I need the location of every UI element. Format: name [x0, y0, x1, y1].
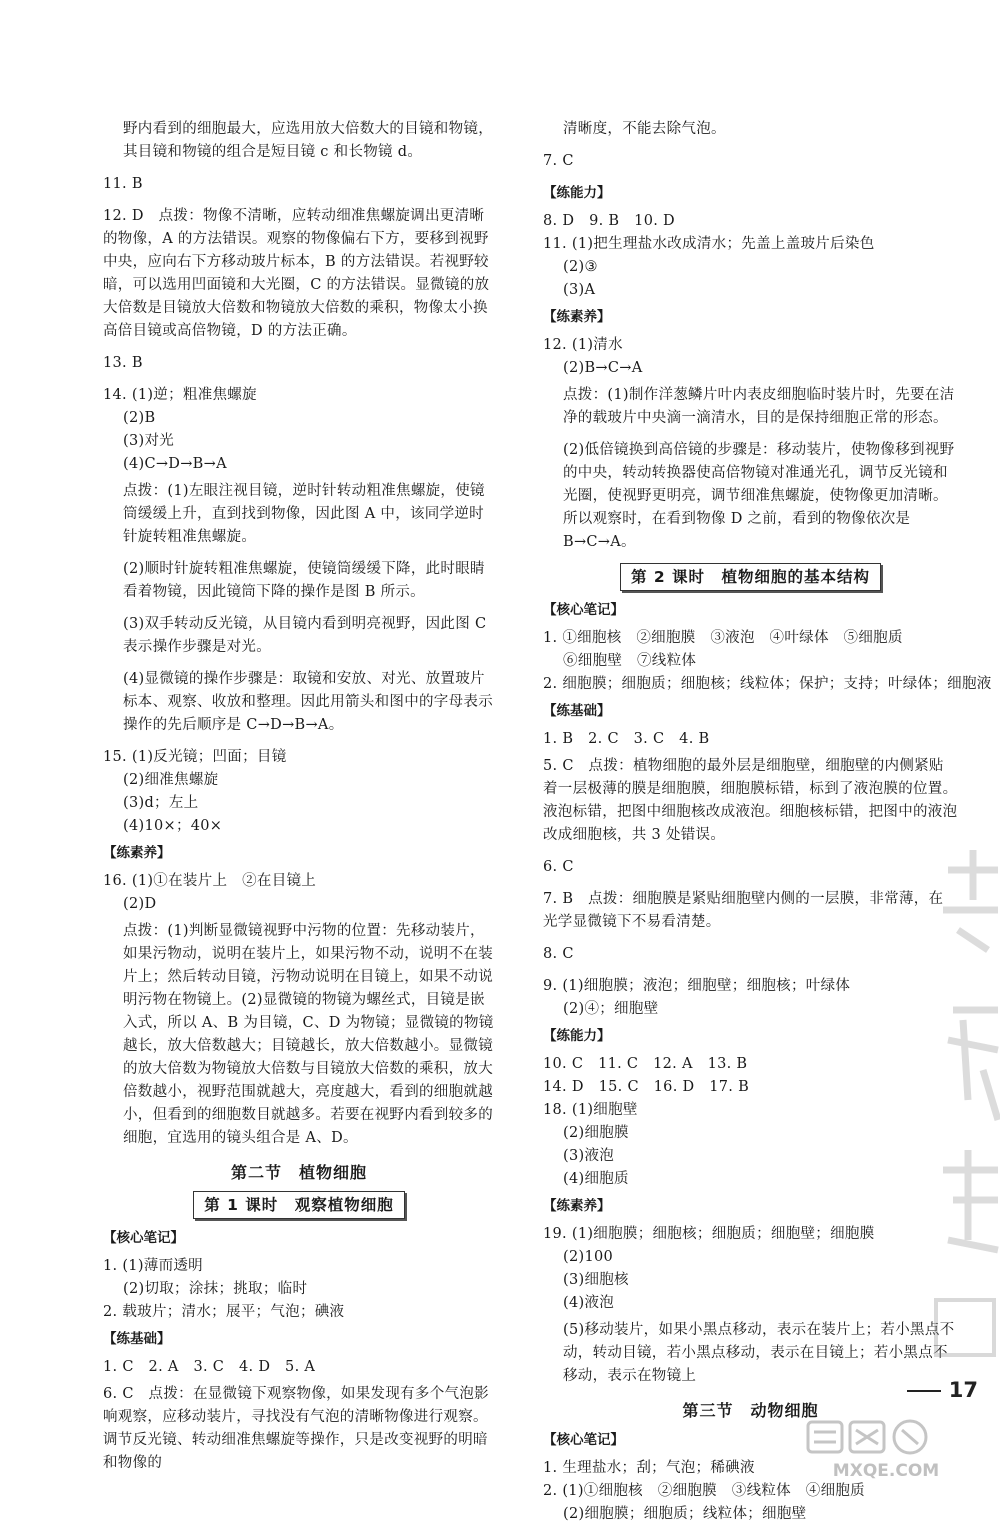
answer-line: (2)B — [123, 410, 156, 426]
answer-line: 10. C 11. C 12. A 13. B — [543, 1056, 748, 1072]
answer-line: (3)细胞核 — [563, 1272, 629, 1288]
answer-paragraph: (4)显微镜的操作步骤是：取镜和安放、对光、放置玻片标本、观察、收放和整理。因此用箭头和图中的字母表示操作的先后顺序是 C→D→B→A。 — [123, 671, 493, 733]
answer-paragraph: 6. C 点拨：在显微镜下观察物像，如果发现有多个气泡影响观察，应移动装片，寻找没有气泡的清晰物像进行观察。调节反光镜、转动细准焦螺旋等操作，只是改变视野的明暗和物像的 — [103, 1386, 489, 1471]
answer-group — [103, 1356, 495, 1379]
answer-group — [103, 1255, 495, 1324]
answer-line: 14. D 15. C 16. D 17. B — [543, 1079, 750, 1095]
answer-line: 19. (1)细胞膜；细胞核；细胞质；细胞壁；细胞膜 — [543, 1226, 875, 1242]
answer-paragraph: 7. B 点拨：细胞膜是紧贴细胞壁内侧的一层膜，非常薄，在光学显微镜下不易看清楚。 — [543, 891, 944, 930]
answer-line: (2)细胞膜；细胞质；线粒体；细胞壁 — [563, 1506, 807, 1522]
answer-group — [103, 384, 495, 476]
answer-line: 8. D 9. B 10. D — [543, 213, 675, 229]
answer-paragraph: 野内看到的细胞最大，应选用放大倍数大的目镜和物镜，其目镜和物镜的组合是短目镜 c 和长物镜 d。 — [123, 121, 493, 160]
answer-line: 18. (1)细胞壁 — [543, 1102, 638, 1118]
answer-line: (4)液泡 — [563, 1295, 615, 1311]
answer-line: 1. C 2. A 3. C 4. D 5. A — [103, 1359, 316, 1375]
section-tag: 【练基础】 — [543, 703, 611, 719]
section-tag: 【核心笔记】 — [103, 1230, 184, 1246]
answer-line: 14. (1)逆；粗准焦螺旋 — [103, 387, 257, 403]
section-tag: 【练基础】 — [103, 1331, 171, 1347]
lesson-heading — [103, 1191, 495, 1219]
answer-line: 11. (1)把生理盐水改成清水；先盖上盖玻片后染色 — [543, 236, 875, 252]
section-tag: 【练能力】 — [543, 185, 611, 201]
logo-text: MXQE.COM — [832, 1461, 940, 1481]
left-column — [103, 118, 495, 1484]
answer-line: 16. (1)①在装片上 ②在目镜上 — [103, 873, 317, 889]
answer-group — [543, 1223, 958, 1315]
answer-line: (2)④；细胞壁 — [563, 1001, 659, 1017]
page-number: 17 — [907, 1378, 978, 1402]
answer-line: (3)对光 — [123, 433, 175, 449]
answer-paragraph: (2)低倍镜换到高倍镜的步骤是：移动装片，使物像移到视野的中央，转动转换器使高倍物镜对准通光孔，调节反光镜和光圈，使视野更明亮，调节细准焦螺旋，使物像更加清晰。所以观察时，在看到物像 D 之前，看到的物像依次是 B→C→A。 — [563, 442, 955, 550]
answer-paragraph: 点拨：(1)制作洋葱鳞片叶内表皮细胞临时装片时，先要在洁净的载玻片中央滴一滴清水，目的是保持细胞正常的形态。 — [563, 387, 955, 426]
section-tag: 【练能力】 — [543, 1028, 611, 1044]
answer-line: (2)细准焦螺旋 — [123, 772, 219, 788]
answer-paragraph: (2)顺时针旋转粗准焦螺旋，使镜筒缓缓下降，此时眼睛看着物镜，因此镜筒下降的操作是图 B 所示。 — [123, 561, 485, 600]
section-tag: 【核心笔记】 — [543, 602, 624, 618]
answer-paragraph: 点拨：(1)左眼注视目镜，逆时针转动粗准焦螺旋，使镜筒缓缓上升，直到找到物像，因此图 A 中，该同学逆时针旋转粗准焦螺旋。 — [123, 483, 485, 545]
answer-line: (2)③ — [563, 259, 598, 275]
lesson-heading — [543, 563, 958, 591]
section-title: 第二节 植物细胞 — [230, 1163, 367, 1182]
answer-line: (3)d；左上 — [123, 795, 199, 811]
answer-line: 1. ①细胞核 ②细胞膜 ③液泡 ④叶绿体 ⑤细胞质 — [543, 630, 903, 646]
answer-paragraph: (3)双手转动反光镜，从目镜内看到明亮视野，因此图 C 表示操作步骤是对光。 — [123, 616, 487, 655]
answer-paragraph: 6. C — [543, 859, 574, 875]
answer-line: (2)100 — [563, 1249, 614, 1265]
answer-paragraph: 7. C — [543, 153, 574, 169]
answer-paragraph: 清晰度，不能去除气泡。 — [563, 121, 726, 137]
answer-line: (4)细胞质 — [563, 1171, 629, 1187]
answer-line: 9. (1)细胞膜；液泡；细胞壁；细胞核；叶绿体 — [543, 978, 851, 994]
section-tag: 【练素养】 — [103, 845, 171, 861]
answer-group — [543, 1053, 958, 1191]
side-decoration — [928, 840, 1000, 1360]
answer-line: (2)细胞膜 — [563, 1125, 629, 1141]
answer-group — [543, 627, 992, 696]
answer-line: 2. (1)①细胞核 ②细胞膜 ③线粒体 ④细胞质 — [543, 1483, 865, 1499]
answer-group — [103, 870, 495, 916]
answer-group — [543, 210, 958, 302]
answer-line: (3)A — [563, 282, 596, 298]
answer-paragraph: 点拨：(1)判断显微镜视野中污物的位置：先移动装片，如果污物动，说明在装片上，如果污物不动，说明不在装片上；然后转动目镜，污物动说明在目镜上，如果不动说明污物在物镜上。(2)显微镜的物镜为螺丝式，目镜是嵌入式，所以 A、B 为目镜，C、D 为物镜；显微镜的物镜越长，放大倍数越大；目镜越长，放大倍数越小。显微镜的放大倍数为物镜放大倍数与目镜放大倍数的乘积，放大倍数越小，视野范围就越大，亮度越大，看到的细胞就越小，但看到的细胞数目就越多。若要在视野内看到较多的细胞，宜选用的镜头组合是 A、D。 — [123, 923, 494, 1146]
answer-line: 1. (1)薄而透明 — [103, 1258, 203, 1274]
lesson-title: 第 1 课时 观察植物细胞 — [193, 1191, 405, 1219]
answer-line: (3)液泡 — [563, 1148, 615, 1164]
answer-line: 1. 生理盐水；刮；气泡；稀碘液 — [543, 1460, 755, 1476]
section-title: 第三节 动物细胞 — [682, 1401, 819, 1420]
answer-line: (4)C→D→B→A — [123, 456, 227, 472]
answer-paragraph: 12. D 点拨：物像不清晰，应转动细准焦螺旋调出更清晰的物像，A 的方法错误。观察的物像偏右下方，要移到视野中央，应向右下方移动玻片标本，B 的方法错误。若视野较暗，可以选用凹面镜和大光圈，C 的方法错误。显微镜的放大倍数是目镜放大倍数和物镜放大倍数的乘积，物像太小换高倍目镜或高倍物镜，D 的方法正确。 — [103, 208, 490, 339]
lesson-title: 第 2 课时 植物细胞的基本结构 — [620, 563, 881, 591]
answer-line: (2)B→C→A — [563, 360, 643, 376]
answer-line: (2)D — [123, 896, 157, 912]
answer-group — [543, 975, 958, 1021]
answer-paragraph: 5. C 点拨：植物细胞的最外层是细胞壁，细胞壁的内侧紧贴着一层极薄的膜是细胞膜，细胞膜标错，标到了液泡膜的位置。液泡标错，把图中细胞核改成液泡。细胞核标错，把图中的液泡改成细胞核，共 3 处错误。 — [543, 758, 958, 843]
answer-paragraph: (5)移动装片，如果小黑点移动，表示在装片上；若小黑点不动，转动目镜，若小黑点移动，表示在目镜上；若小黑点不移动，表示在物镜上 — [563, 1322, 955, 1384]
answer-line: (4)10×；40× — [123, 818, 223, 834]
answer-line: 1. B 2. C 3. C 4. B — [543, 731, 710, 747]
answer-line: 15. (1)反光镜；凹面；目镜 — [103, 749, 287, 765]
answer-group — [543, 728, 958, 751]
answer-line: 2. 细胞膜；细胞质；细胞核；线粒体；保护；支持；叶绿体；细胞液 — [543, 676, 992, 692]
answer-paragraph: 8. C — [543, 946, 574, 962]
answer-line: 2. 载玻片；清水；展平；气泡；碘液 — [103, 1304, 345, 1320]
section-tag: 【练素养】 — [543, 309, 611, 325]
answer-group — [103, 746, 495, 838]
answer-line: 12. (1)清水 — [543, 337, 623, 353]
answer-line: (2)切取；涂抹；挑取；临时 — [123, 1281, 308, 1297]
answer-paragraph: 11. B — [103, 176, 143, 192]
answer-group — [543, 334, 958, 380]
section-tag: 【核心笔记】 — [543, 1432, 624, 1448]
right-column — [543, 118, 992, 1530]
site-logo — [802, 1418, 970, 1484]
section-tag: 【练素养】 — [543, 1198, 611, 1214]
answer-paragraph: 13. B — [103, 355, 143, 371]
answer-line: ⑥细胞壁 ⑦线粒体 — [563, 653, 697, 669]
